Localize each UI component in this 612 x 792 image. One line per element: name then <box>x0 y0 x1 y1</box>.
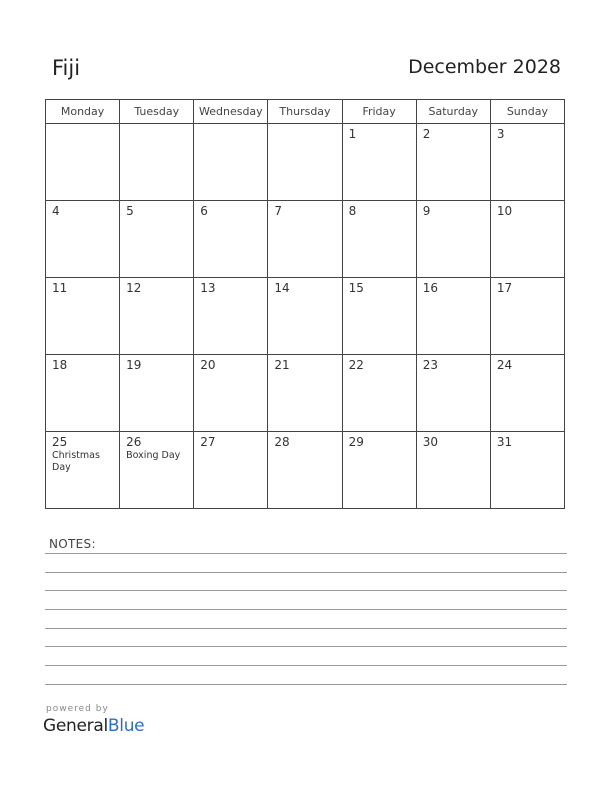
day-number: 1 <box>348 127 357 141</box>
holiday-label: Christmas Day <box>52 450 100 473</box>
holiday-label: Boxing Day <box>126 450 181 461</box>
day-cell <box>268 432 342 509</box>
day-cell <box>194 355 268 432</box>
calendar-grid <box>45 99 565 509</box>
day-number: 30 <box>422 435 438 449</box>
week-row <box>46 355 565 432</box>
weekday-monday: Monday <box>46 100 120 124</box>
day-number <box>194 124 267 127</box>
day-number <box>268 124 341 127</box>
day-number: 19 <box>126 358 142 372</box>
day-cell <box>342 124 416 201</box>
day-cell <box>194 124 268 201</box>
day-cell <box>342 355 416 432</box>
day-cell <box>416 201 490 278</box>
day-cell <box>268 355 342 432</box>
day-number: 12 <box>126 281 142 295</box>
day-cell <box>46 201 120 278</box>
weekday-header-row <box>46 100 565 124</box>
day-number: 13 <box>200 281 216 295</box>
note-line <box>45 665 567 666</box>
day-number: 25 <box>52 435 68 449</box>
day-number <box>120 124 193 127</box>
day-cell <box>342 432 416 509</box>
weekday-friday: Friday <box>342 100 416 124</box>
day-cell <box>342 201 416 278</box>
week-row <box>46 278 565 355</box>
day-cell <box>194 278 268 355</box>
day-number: 16 <box>422 281 438 295</box>
day-number: 4 <box>52 204 60 218</box>
note-line <box>45 684 567 685</box>
day-cell <box>490 278 564 355</box>
day-cell <box>416 355 490 432</box>
month-year-title: December 2028 <box>408 56 561 78</box>
powered-by-text: powered by <box>46 704 109 714</box>
day-number: 18 <box>52 358 68 372</box>
weekday-wednesday: Wednesday <box>194 100 268 124</box>
day-number: 21 <box>274 358 290 372</box>
notes-label: NOTES: <box>49 537 96 551</box>
brand-name-part2: Blue <box>107 716 145 736</box>
weekday-sunday: Sunday <box>490 100 564 124</box>
day-cell <box>46 432 120 509</box>
weekday-saturday: Saturday <box>416 100 490 124</box>
day-cell <box>120 124 194 201</box>
day-number: 6 <box>200 204 208 218</box>
day-number <box>46 124 119 127</box>
day-number: 15 <box>348 281 364 295</box>
weekday-thursday: Thursday <box>268 100 342 124</box>
week-row <box>46 432 565 509</box>
note-line <box>45 553 567 554</box>
day-number: 26 <box>126 435 142 449</box>
note-line <box>45 646 567 647</box>
brand-name-part1: General <box>43 716 108 736</box>
day-cell <box>416 432 490 509</box>
note-line <box>45 572 567 573</box>
brand-logo <box>43 716 144 736</box>
note-line <box>45 590 567 591</box>
note-line <box>45 628 567 629</box>
day-number: 2 <box>422 127 431 141</box>
day-cell <box>46 124 120 201</box>
day-number: 17 <box>496 281 513 295</box>
day-number: 29 <box>348 435 364 449</box>
day-cell <box>268 278 342 355</box>
country-title: Fiji <box>52 56 81 80</box>
day-cell <box>268 124 342 201</box>
day-cell <box>490 124 564 201</box>
day-number: 24 <box>496 358 513 372</box>
week-row <box>46 124 565 201</box>
day-number: 22 <box>348 358 364 372</box>
day-cell <box>120 201 194 278</box>
day-number: 10 <box>496 204 513 218</box>
day-cell <box>120 355 194 432</box>
day-cell <box>120 432 194 509</box>
day-cell <box>490 201 564 278</box>
day-number: 27 <box>200 435 216 449</box>
weekday-tuesday: Tuesday <box>120 100 194 124</box>
week-row <box>46 201 565 278</box>
day-cell <box>268 201 342 278</box>
day-number: 7 <box>274 204 283 218</box>
day-number: 28 <box>274 435 290 449</box>
day-number: 14 <box>274 281 290 295</box>
day-cell <box>46 355 120 432</box>
day-cell <box>416 278 490 355</box>
day-number: 11 <box>52 281 68 295</box>
day-number: 31 <box>496 435 513 449</box>
day-cell <box>194 201 268 278</box>
day-cell <box>490 432 564 509</box>
day-number: 3 <box>496 127 505 141</box>
day-number: 5 <box>126 204 134 218</box>
day-number: 8 <box>348 204 357 218</box>
day-cell <box>120 278 194 355</box>
day-number: 23 <box>422 358 438 372</box>
day-cell <box>416 124 490 201</box>
day-cell <box>194 432 268 509</box>
day-number: 9 <box>422 204 431 218</box>
day-cell <box>490 355 564 432</box>
day-number: 20 <box>200 358 216 372</box>
note-line <box>45 609 567 610</box>
day-cell <box>46 278 120 355</box>
day-cell <box>342 278 416 355</box>
